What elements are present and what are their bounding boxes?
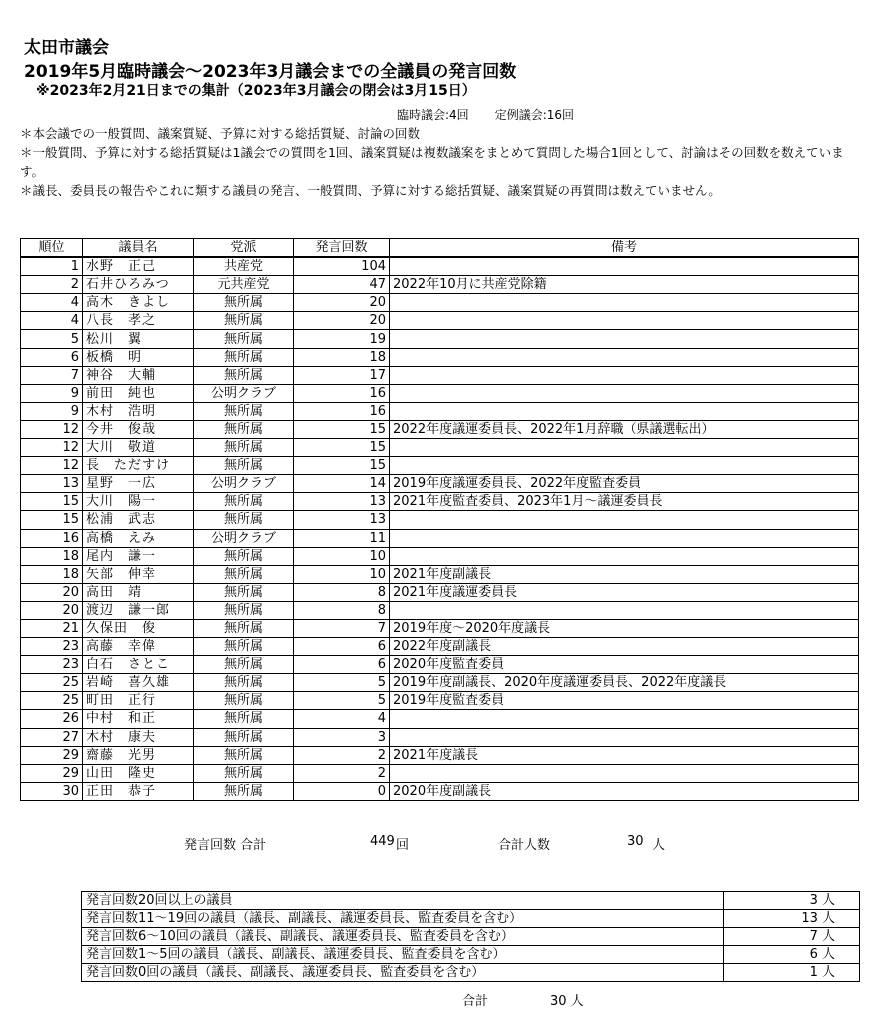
member-name: 山田 隆史 <box>83 764 194 782</box>
speech-count: 14 <box>294 475 390 493</box>
table-row <box>21 656 859 674</box>
summary-row <box>82 892 860 910</box>
member-party: 無所属 <box>194 457 294 475</box>
member-rank: 21 <box>21 619 83 637</box>
member-name: 木村 康夫 <box>83 728 194 746</box>
member-rank: 9 <box>21 384 83 402</box>
member-rank: 27 <box>21 728 83 746</box>
header-party: 党派 <box>194 239 294 258</box>
speech-count: 8 <box>294 601 390 619</box>
member-name: 木村 浩明 <box>83 402 194 420</box>
speech-count: 11 <box>294 529 390 547</box>
member-rank: 13 <box>21 475 83 493</box>
table-row <box>21 276 859 294</box>
extra-session-count: 臨時議会:4回 <box>397 108 469 122</box>
member-name: 神谷 大輔 <box>83 366 194 384</box>
member-remarks <box>390 330 859 348</box>
counting-notes <box>20 124 860 200</box>
speech-count: 0 <box>294 782 390 800</box>
member-rank: 1 <box>21 257 83 276</box>
member-name: 正田 恭子 <box>83 782 194 800</box>
speech-count: 8 <box>294 583 390 601</box>
speech-count: 5 <box>294 692 390 710</box>
summary-row <box>82 928 860 946</box>
member-remarks <box>390 728 859 746</box>
member-party: 無所属 <box>194 764 294 782</box>
speech-count: 16 <box>294 384 390 402</box>
member-rank: 23 <box>21 638 83 656</box>
member-name: 高木 きよし <box>83 294 194 312</box>
speech-count: 15 <box>294 439 390 457</box>
summary-row <box>82 946 860 964</box>
member-name: 長 ただすけ <box>83 457 194 475</box>
table-row <box>21 529 859 547</box>
member-rank: 29 <box>21 764 83 782</box>
member-rank: 30 <box>21 782 83 800</box>
member-rank: 20 <box>21 583 83 601</box>
member-rank: 2 <box>21 276 83 294</box>
speech-count: 6 <box>294 638 390 656</box>
member-rank: 18 <box>21 565 83 583</box>
table-row <box>21 493 859 511</box>
speech-count: 7 <box>294 619 390 637</box>
member-party: 公明クラブ <box>194 475 294 493</box>
speech-count: 13 <box>294 511 390 529</box>
table-row <box>21 710 859 728</box>
header-count: 発言回数 <box>294 239 390 258</box>
member-remarks: 2019年度議運委員長、2022年度監査委員 <box>390 475 859 493</box>
total-people-value: 30 <box>627 834 644 849</box>
member-remarks: 2022年度議運委員長、2022年1月辞職（県議選転出） <box>390 420 859 438</box>
table-row <box>21 674 859 692</box>
member-name: 高田 靖 <box>83 583 194 601</box>
summary-count: 13 人 <box>724 910 860 928</box>
member-party: 無所属 <box>194 366 294 384</box>
member-rank: 18 <box>21 547 83 565</box>
member-party: 公明クラブ <box>194 384 294 402</box>
member-name: 星野 一広 <box>83 475 194 493</box>
document-subtitle: 2019年5月臨時議会〜2023年3月議会までの全議員の発言回数 <box>24 62 517 82</box>
member-remarks: 2021年度議長 <box>390 746 859 764</box>
member-remarks <box>390 710 859 728</box>
summary-table <box>81 891 860 982</box>
member-party: 無所属 <box>194 746 294 764</box>
member-rank: 12 <box>21 457 83 475</box>
member-remarks: 2022年10月に共産党除籍 <box>390 276 859 294</box>
member-rank: 9 <box>21 402 83 420</box>
summary-label: 発言回数0回の議員（議長、副議長、議運委員長、監査委員を含む） <box>82 964 724 982</box>
member-rank: 16 <box>21 529 83 547</box>
member-rank: 26 <box>21 710 83 728</box>
table-row <box>21 511 859 529</box>
member-name: 大川 陽一 <box>83 493 194 511</box>
member-name: 中村 和正 <box>83 710 194 728</box>
member-name: 渡辺 謙一郎 <box>83 601 194 619</box>
note-line: ＊一般質問、予算に対する総括質疑は1議会での質問を1回、議案質疑は複数議案をまとめて質問した場合1回として、討論はその回数を数えています。 <box>20 145 844 179</box>
member-remarks <box>390 366 859 384</box>
member-remarks <box>390 529 859 547</box>
speech-count: 104 <box>294 257 390 276</box>
document-title: 太田市議会 <box>24 38 109 58</box>
table-row <box>21 366 859 384</box>
member-rank: 20 <box>21 601 83 619</box>
header-rank: 順位 <box>21 239 83 258</box>
member-name: 齋藤 光男 <box>83 746 194 764</box>
note-line: ＊本会議での一般質問、議案質疑、予算に対する総括質疑、討論の回数 <box>20 126 421 141</box>
member-name: 久保田 俊 <box>83 619 194 637</box>
member-remarks: 2019年度〜2020年度議長 <box>390 619 859 637</box>
member-party: 無所属 <box>194 439 294 457</box>
member-party: 公明クラブ <box>194 529 294 547</box>
total-count-value: 449 <box>370 834 395 849</box>
member-party: 無所属 <box>194 710 294 728</box>
table-row <box>21 782 859 800</box>
member-party: 無所属 <box>194 330 294 348</box>
member-party: 無所属 <box>194 493 294 511</box>
member-rank: 15 <box>21 493 83 511</box>
member-party: 無所属 <box>194 782 294 800</box>
member-rank: 7 <box>21 366 83 384</box>
table-row <box>21 348 859 366</box>
header-name: 議員名 <box>83 239 194 258</box>
member-party: 無所属 <box>194 638 294 656</box>
member-party: 無所属 <box>194 692 294 710</box>
member-rank: 29 <box>21 746 83 764</box>
member-party: 無所属 <box>194 601 294 619</box>
speech-count: 18 <box>294 348 390 366</box>
summary-total-value: 30 人 <box>550 994 584 1009</box>
total-count-label: 発言回数 合計 <box>184 838 267 853</box>
table-row <box>21 601 859 619</box>
member-name: 水野 正己 <box>83 257 194 276</box>
member-party: 無所属 <box>194 420 294 438</box>
table-row <box>21 402 859 420</box>
member-rank: 4 <box>21 294 83 312</box>
speech-count: 19 <box>294 330 390 348</box>
member-name: 大川 敬道 <box>83 439 194 457</box>
member-party: 無所属 <box>194 565 294 583</box>
table-row <box>21 257 859 276</box>
member-remarks: 2020年度副議長 <box>390 782 859 800</box>
member-name: 高橋 えみ <box>83 529 194 547</box>
table-row <box>21 728 859 746</box>
member-remarks <box>390 439 859 457</box>
speech-count: 20 <box>294 312 390 330</box>
member-name: 白石 さとこ <box>83 656 194 674</box>
table-row <box>21 583 859 601</box>
speech-count: 10 <box>294 547 390 565</box>
member-remarks: 2020年度監査委員 <box>390 656 859 674</box>
summary-row <box>82 964 860 982</box>
table-row <box>21 439 859 457</box>
member-party: 無所属 <box>194 402 294 420</box>
member-rank: 15 <box>21 511 83 529</box>
member-remarks <box>390 384 859 402</box>
summary-count: 1 人 <box>724 964 860 982</box>
member-rank: 6 <box>21 348 83 366</box>
member-remarks: 2021年度監査委員、2023年1月〜議運委員長 <box>390 493 859 511</box>
member-party: 無所属 <box>194 619 294 637</box>
speech-count-table <box>20 238 859 801</box>
member-name: 今井 俊哉 <box>83 420 194 438</box>
summary-count: 3 人 <box>724 892 860 910</box>
member-party: 元共産党 <box>194 276 294 294</box>
member-remarks: 2019年度監査委員 <box>390 692 859 710</box>
member-rank: 25 <box>21 674 83 692</box>
member-party: 無所属 <box>194 583 294 601</box>
member-rank: 23 <box>21 656 83 674</box>
member-party: 無所属 <box>194 547 294 565</box>
member-name: 松浦 武志 <box>83 511 194 529</box>
member-party: 無所属 <box>194 656 294 674</box>
total-count-unit: 回 <box>396 838 410 853</box>
summary-count: 7 人 <box>724 928 860 946</box>
note-line: ＊議長、委員長の報告やこれに類する議員の発言、一般質問、予算に対する総括質疑、議案質疑の再質問は数えていません。 <box>20 183 721 198</box>
session-counts <box>397 106 574 123</box>
member-remarks: 2021年度議運委員長 <box>390 583 859 601</box>
member-remarks <box>390 312 859 330</box>
table-row <box>21 638 859 656</box>
table-row <box>21 764 859 782</box>
table-row <box>21 330 859 348</box>
summary-label: 発言回数1〜5回の議員（議長、副議長、議運委員長、監査委員を含む） <box>82 946 724 964</box>
table-row <box>21 312 859 330</box>
table-row <box>21 420 859 438</box>
member-party: 無所属 <box>194 728 294 746</box>
table-row <box>21 475 859 493</box>
member-party: 無所属 <box>194 511 294 529</box>
total-people-label: 合計人数 <box>498 838 551 853</box>
total-people-unit: 人 <box>652 838 666 853</box>
regular-session-count: 定例議会:16回 <box>494 108 575 122</box>
speech-count: 5 <box>294 674 390 692</box>
member-rank: 12 <box>21 420 83 438</box>
member-party: 無所属 <box>194 348 294 366</box>
speech-count: 16 <box>294 402 390 420</box>
member-name: 町田 正行 <box>83 692 194 710</box>
member-remarks <box>390 457 859 475</box>
member-remarks <box>390 547 859 565</box>
member-remarks <box>390 764 859 782</box>
member-rank: 5 <box>21 330 83 348</box>
member-remarks: 2021年度副議長 <box>390 565 859 583</box>
member-name: 石井ひろみつ <box>83 276 194 294</box>
member-name: 高藤 幸偉 <box>83 638 194 656</box>
member-rank: 12 <box>21 439 83 457</box>
speech-count: 13 <box>294 493 390 511</box>
table-row <box>21 384 859 402</box>
member-name: 矢部 伸幸 <box>83 565 194 583</box>
member-name: 松川 翼 <box>83 330 194 348</box>
member-remarks <box>390 511 859 529</box>
table-row <box>21 746 859 764</box>
table-row <box>21 294 859 312</box>
member-remarks <box>390 402 859 420</box>
member-party: 無所属 <box>194 294 294 312</box>
member-party: 無所属 <box>194 674 294 692</box>
speech-count: 47 <box>294 276 390 294</box>
speech-count: 17 <box>294 366 390 384</box>
summary-total-label: 合計 <box>462 994 489 1009</box>
speech-count: 2 <box>294 764 390 782</box>
summary-label: 発言回数6〜10回の議員（議長、副議長、議運委員長、監査委員を含む） <box>82 928 724 946</box>
member-remarks <box>390 601 859 619</box>
member-remarks <box>390 294 859 312</box>
tally-date-note: ※2023年2月21日までの集計（2023年3月議会の閉会は3月15日） <box>36 83 476 99</box>
member-party: 無所属 <box>194 312 294 330</box>
speech-count: 15 <box>294 457 390 475</box>
summary-label: 発言回数20回以上の議員 <box>82 892 724 910</box>
summary-count: 6 人 <box>724 946 860 964</box>
speech-count: 10 <box>294 565 390 583</box>
table-row <box>21 457 859 475</box>
member-rank: 25 <box>21 692 83 710</box>
member-name: 八長 孝之 <box>83 312 194 330</box>
table-row <box>21 692 859 710</box>
speech-count: 15 <box>294 420 390 438</box>
member-name: 尾内 謙一 <box>83 547 194 565</box>
member-rank: 4 <box>21 312 83 330</box>
member-name: 板橋 明 <box>83 348 194 366</box>
member-party: 共産党 <box>194 257 294 276</box>
speech-count: 6 <box>294 656 390 674</box>
speech-count: 20 <box>294 294 390 312</box>
speech-count: 3 <box>294 728 390 746</box>
member-name: 前田 純也 <box>83 384 194 402</box>
table-row <box>21 565 859 583</box>
table-row <box>21 619 859 637</box>
member-name: 岩崎 喜久雄 <box>83 674 194 692</box>
table-row <box>21 547 859 565</box>
member-remarks: 2019年度副議長、2020年度議運委員長、2022年度議長 <box>390 674 859 692</box>
speech-count: 2 <box>294 746 390 764</box>
member-remarks <box>390 257 859 276</box>
summary-row <box>82 910 860 928</box>
table-header-row <box>21 239 859 258</box>
summary-label: 発言回数11〜19回の議員（議長、副議長、議運委員長、監査委員を含む） <box>82 910 724 928</box>
member-remarks: 2022年度副議長 <box>390 638 859 656</box>
member-remarks <box>390 348 859 366</box>
header-remarks: 備考 <box>390 239 859 258</box>
speech-count: 4 <box>294 710 390 728</box>
